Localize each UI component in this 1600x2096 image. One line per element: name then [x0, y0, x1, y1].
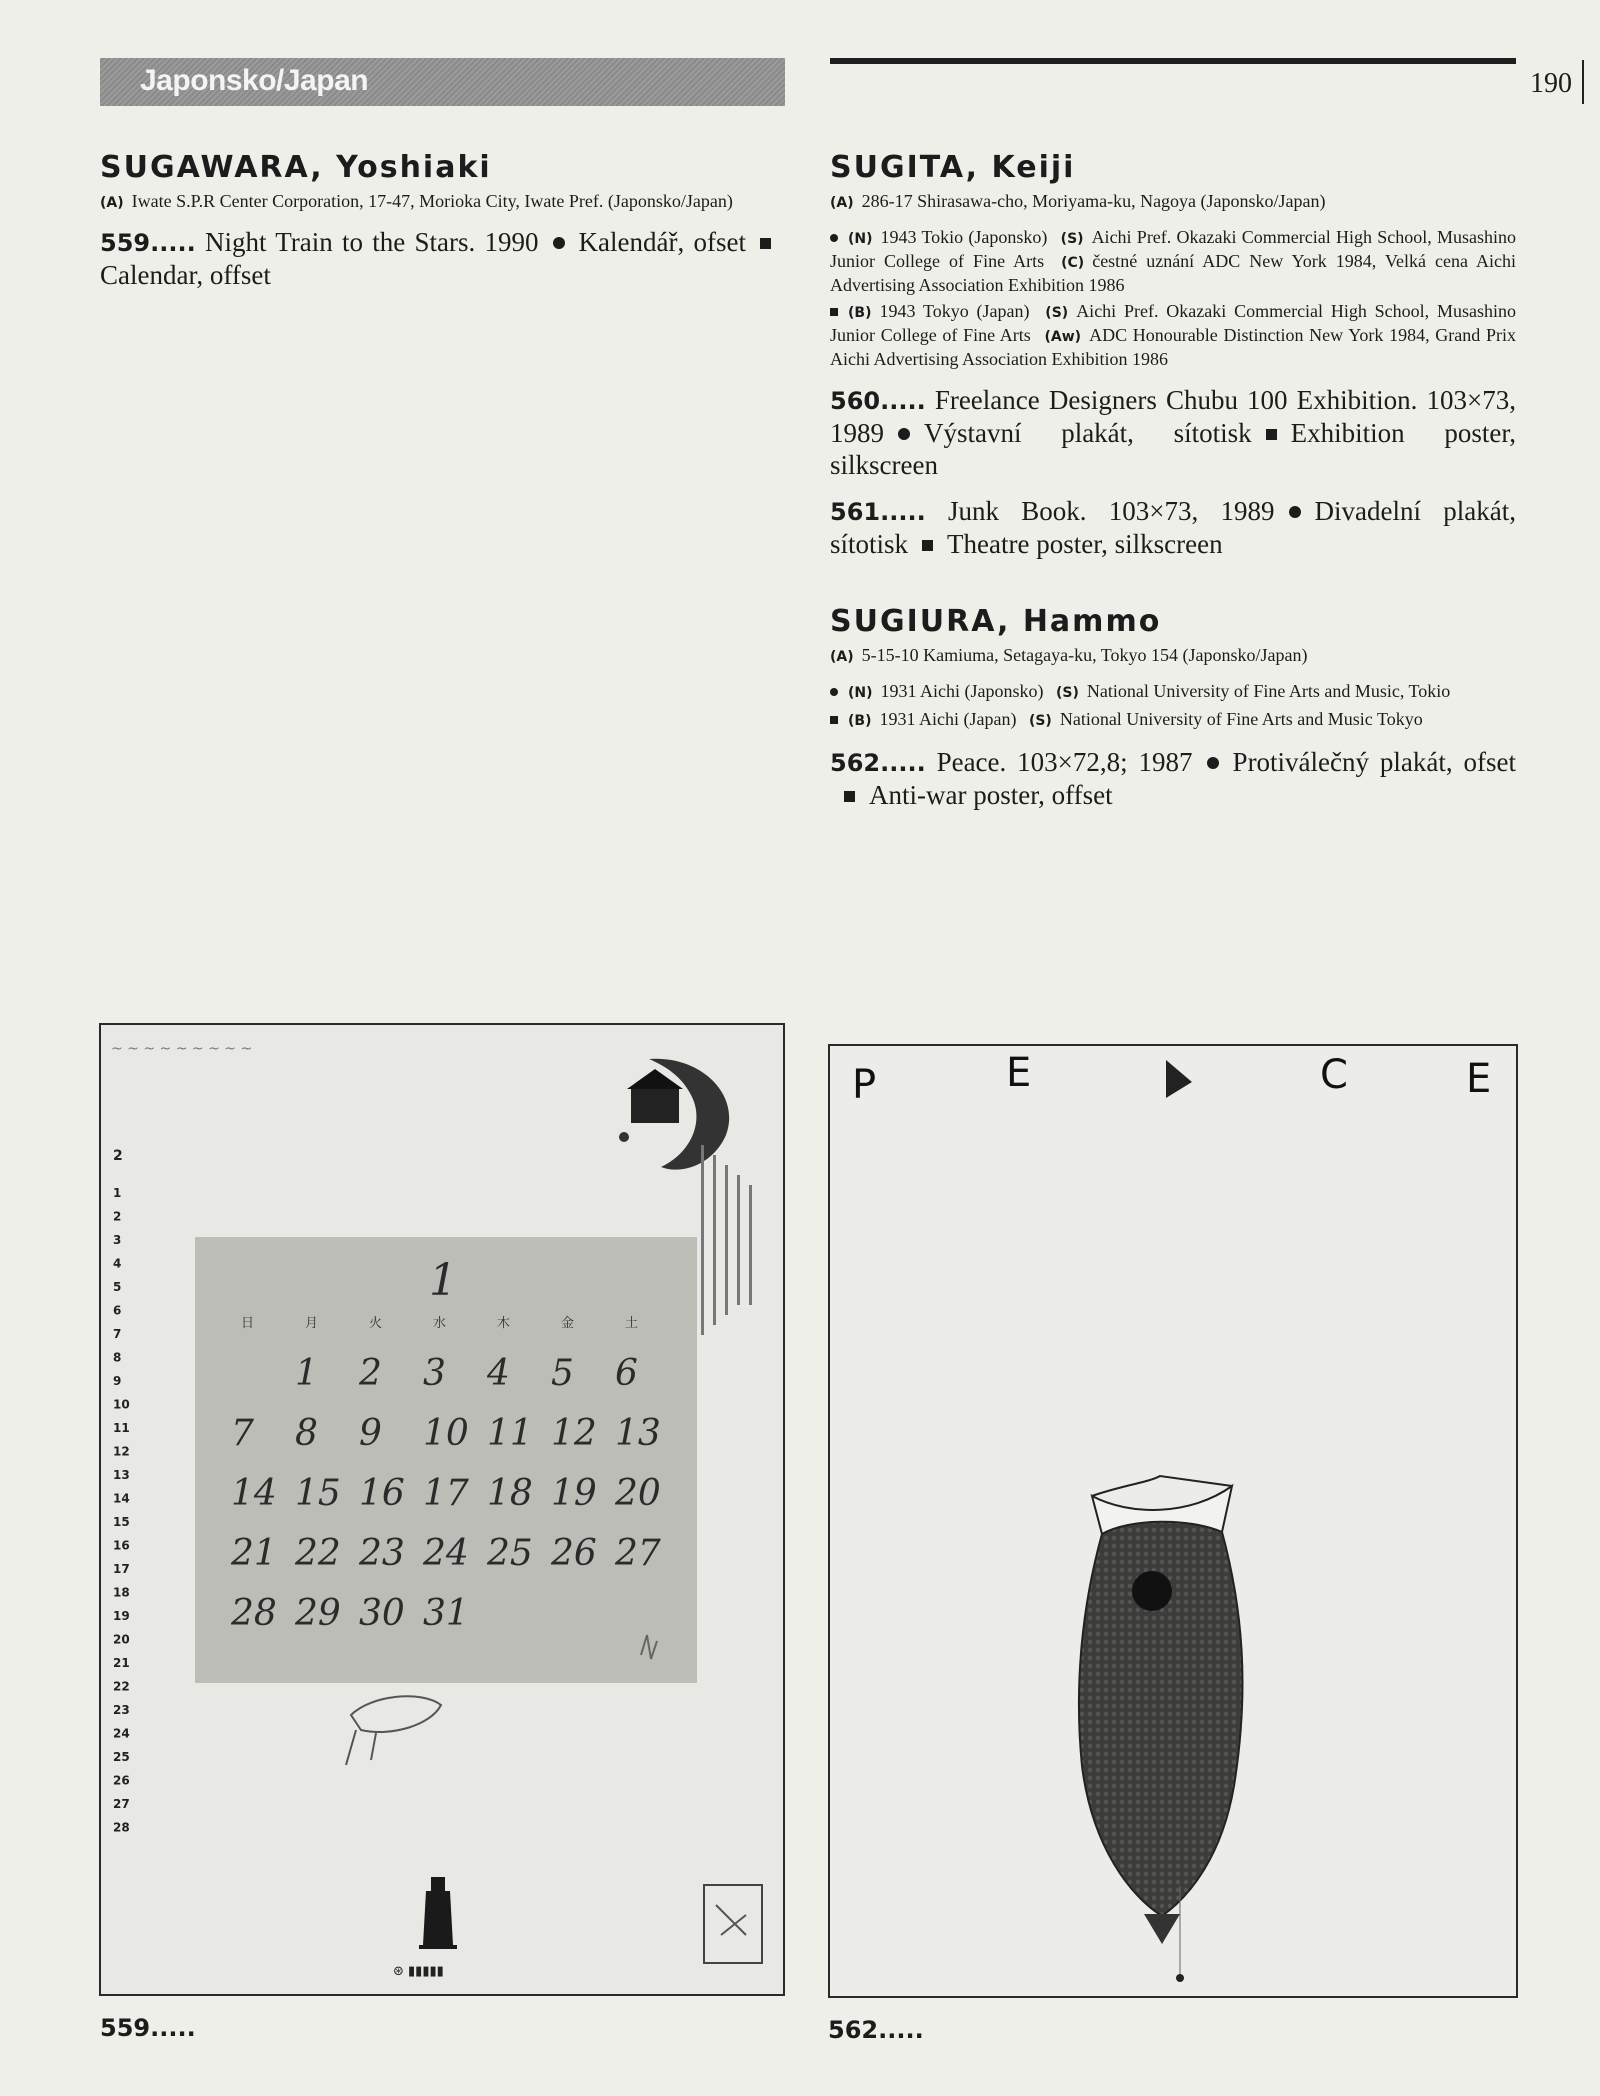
calendar-day: 15	[295, 1473, 341, 1514]
calendar-day: 9	[359, 1413, 382, 1454]
side-number: 8	[113, 1350, 122, 1365]
calendar-day: 8	[295, 1413, 318, 1454]
peace-letter-c: C	[1320, 1052, 1348, 1098]
side-number: 4	[113, 1256, 122, 1271]
bullet-square	[1266, 429, 1277, 440]
bullet-square	[830, 716, 838, 724]
weekday-label: 火	[369, 1316, 383, 1331]
label-b: (B)	[848, 713, 872, 729]
label-s: (S)	[1060, 231, 1084, 247]
school: National University of Fine Arts and Music Tokyo	[1059, 709, 1423, 729]
weekday-label: 土	[625, 1316, 639, 1331]
calendar-day: 26	[551, 1533, 597, 1574]
side-number: 24	[113, 1726, 130, 1741]
calendar-month: 1	[429, 1255, 457, 1306]
peace-letter-p: P	[852, 1062, 877, 1108]
side-number: 26	[113, 1773, 130, 1788]
work-entry-562	[830, 746, 1516, 811]
label-n: (N)	[848, 231, 873, 247]
section-title: Japonsko/Japan	[140, 64, 369, 97]
bullet-dot	[830, 688, 838, 696]
weekday-label: 水	[433, 1316, 447, 1331]
side-number: 25	[113, 1750, 130, 1764]
bullet-dot	[1289, 506, 1301, 518]
address-label: (A)	[830, 649, 854, 665]
entry-title: Freelance Designers Chubu 100 Exhibition. 103×73, 1989	[830, 385, 1517, 448]
side-number: 18	[113, 1585, 130, 1600]
birth: 1931 Aichi (Japonsko)	[880, 681, 1044, 701]
side-number: 20	[113, 1632, 130, 1647]
awards: ADC Honourable Distinction New York 1984, Grand Prix Aichi Advertising Association Exhibition 1986	[830, 325, 1516, 369]
address-label: (A)	[830, 195, 854, 211]
page-number: 190	[1530, 68, 1572, 99]
publisher-logo-text: ⊛ ▮▮▮▮▮	[393, 1964, 444, 1979]
side-number: 6	[113, 1303, 122, 1318]
entry-cz: Protiválečný plakát, ofset	[1232, 747, 1516, 777]
side-number: 22	[113, 1679, 130, 1694]
weekday-label: 日	[241, 1316, 255, 1331]
calendar-day: 1	[295, 1353, 318, 1394]
side-number: 23	[113, 1703, 130, 1717]
birth: 1943 Tokyo (Japan)	[879, 301, 1030, 321]
fish-eye-icon	[1132, 1571, 1172, 1611]
side-number: 27	[113, 1797, 130, 1811]
school: Aichi Pref. Okazaki Commercial High School, Musashino Junior College of Fine Arts	[830, 227, 1516, 271]
bullet-square	[922, 540, 933, 551]
calendar-day: 6	[615, 1353, 638, 1394]
birth: 1943 Tokio (Japonsko)	[880, 227, 1048, 247]
designer-name: SUGAWARA, Yoshiaki	[100, 150, 492, 185]
calendar-day: 16	[359, 1473, 405, 1514]
entry-number: 561.....	[830, 498, 926, 526]
school: National University of Fine Arts and Music, Tokio	[1086, 681, 1451, 701]
figure-peace-poster	[828, 1044, 1518, 1998]
entry-en: Anti-war poster, offset	[869, 780, 1113, 810]
entry-cz: Divadelní plakát, sítotisk	[830, 496, 1516, 559]
side-number: 28	[113, 1820, 130, 1835]
calendar-day: 12	[551, 1413, 597, 1454]
side-number: 2	[113, 1209, 122, 1224]
address-text: Iwate S.P.R Center Corporation, 17-47, Morioka City, Iwate Pref. (Japonsko/Japan)	[131, 191, 733, 211]
side-number: 13	[113, 1468, 130, 1482]
label-s: (S)	[1045, 305, 1069, 321]
school: Aichi Pref. Okazaki Commercial High School, Musashino Junior College of Fine Arts	[830, 301, 1516, 345]
address	[830, 190, 1516, 214]
calendar-day: 30	[359, 1593, 405, 1634]
entry-sugawara	[100, 150, 785, 291]
label-c: (C)	[1061, 255, 1085, 271]
entry-number: 559.....	[100, 229, 196, 257]
entry-title: Night Train to the Stars. 1990	[204, 227, 539, 257]
top-rule	[830, 58, 1516, 64]
side-number: 5	[113, 1280, 122, 1294]
calendar-day: 7	[231, 1413, 254, 1454]
side-number: 1	[113, 1186, 122, 1200]
side-number: 3	[113, 1233, 122, 1247]
calendar-day: 2	[359, 1353, 382, 1394]
bio-en	[830, 708, 1516, 732]
address-label: (A)	[100, 195, 124, 211]
work-entry-561	[830, 495, 1516, 560]
bullet-dot	[830, 234, 838, 242]
address-text: 5-15-10 Kamiuma, Setagaya-ku, Tokyo 154 (Japonsko/Japan)	[861, 645, 1308, 665]
label-aw: (Aw)	[1044, 329, 1082, 345]
entry-title: Junk Book. 103×73, 1989	[947, 496, 1275, 526]
bullet-square	[830, 308, 838, 316]
side-number: 7	[113, 1327, 122, 1341]
bullet-dot	[898, 428, 910, 440]
calendar-day: 4	[487, 1353, 510, 1394]
side-number: 16	[113, 1538, 130, 1553]
calendar-day: 17	[423, 1473, 469, 1514]
label-s: (S)	[1056, 685, 1079, 701]
side-number: 9	[113, 1374, 122, 1388]
side-number: 14	[113, 1491, 130, 1506]
weekday-label: 金	[561, 1316, 575, 1331]
entry-title: Peace. 103×72,8; 1987	[936, 747, 1193, 777]
calendar-day: 23	[359, 1533, 405, 1574]
section-header-bar	[100, 58, 785, 106]
calendar-day: 3	[423, 1353, 446, 1394]
figure-calendar-poster	[99, 1023, 785, 1996]
calendar-day: 21	[231, 1533, 277, 1574]
bullet-dot	[553, 237, 565, 249]
calendar-day: 29	[295, 1593, 341, 1634]
calendar-day: 24	[423, 1533, 469, 1574]
bio-cz	[830, 226, 1516, 296]
side-number: 17	[113, 1562, 130, 1576]
calendar-day: 13	[615, 1413, 661, 1454]
designer-name: SUGITA, Keiji	[830, 150, 1076, 185]
entry-number: 562.....	[830, 749, 926, 777]
calendar-day: 25	[487, 1533, 533, 1574]
entry-sugita	[830, 150, 1516, 811]
weekday-label: 月	[305, 1316, 319, 1331]
calendar-day: 20	[615, 1473, 661, 1514]
label-n: (N)	[848, 685, 873, 701]
side-number: 12	[113, 1444, 130, 1459]
calendar-day: 11	[487, 1413, 533, 1454]
peace-poster-art	[830, 1046, 1516, 1996]
work-entry-560	[830, 384, 1516, 481]
figure-caption-562: 562.....	[828, 2016, 924, 2044]
calendar-day: 14	[231, 1473, 277, 1514]
address-text: 286-17 Shirasawa-cho, Moriyama-ku, Nagoya (Japonsko/Japan)	[861, 191, 1326, 211]
calendar-day: 18	[487, 1473, 533, 1514]
awards: čestné uznání ADC New York 1984, Velká cena Aichi Advertising Association Exhibition 1986	[830, 251, 1516, 295]
side-top-number: 2	[113, 1148, 123, 1164]
label-s: (S)	[1028, 713, 1052, 729]
address	[830, 644, 1516, 668]
calendar-day: 31	[423, 1593, 469, 1634]
bio-cz	[830, 680, 1516, 704]
page-edge-bar	[1582, 60, 1584, 104]
peace-letter-e2: E	[1466, 1056, 1492, 1102]
calendar-day: 28	[231, 1593, 277, 1634]
entry-cz: Kalendář, ofset	[578, 227, 746, 257]
bullet-dot	[1207, 757, 1219, 769]
side-number: 19	[113, 1609, 130, 1623]
calendar-poster-art	[101, 1025, 783, 1994]
work-entry-559	[100, 226, 785, 291]
side-number: 11	[113, 1421, 130, 1435]
calendar-day: 19	[551, 1473, 597, 1514]
entry-en: Theatre poster, silkscreen	[947, 529, 1223, 559]
bullet-square	[844, 791, 855, 802]
side-number: 15	[113, 1515, 130, 1529]
entry-number: 560.....	[830, 387, 926, 415]
side-number: 21	[113, 1656, 130, 1670]
calendar-day: 5	[551, 1353, 574, 1394]
calendar-day: 10	[423, 1413, 469, 1454]
birth: 1931 Aichi (Japan)	[879, 709, 1017, 729]
label-b: (B)	[848, 305, 872, 321]
figure-caption-559: 559.....	[100, 2014, 196, 2042]
bio-en	[830, 300, 1516, 370]
weekday-label: 木	[497, 1316, 511, 1331]
poster-title-scribble: ~ ~ ~ ~ ~ ~ ~ ~ ~	[111, 1041, 253, 1057]
calendar-day: 22	[295, 1533, 341, 1574]
entry-en: Calendar, offset	[100, 260, 271, 290]
address	[100, 190, 785, 214]
designer-name-sugiura: SUGIURA, Hammo	[830, 604, 1162, 639]
side-number: 10	[113, 1397, 130, 1412]
calendar-day: 27	[615, 1533, 661, 1574]
entry-en: Exhibition poster, silkscreen	[830, 418, 1516, 480]
peace-letter-e1: E	[1006, 1050, 1032, 1096]
bullet-square	[760, 238, 771, 249]
entry-cz: Výstavní plakát, sítotisk	[924, 418, 1252, 448]
